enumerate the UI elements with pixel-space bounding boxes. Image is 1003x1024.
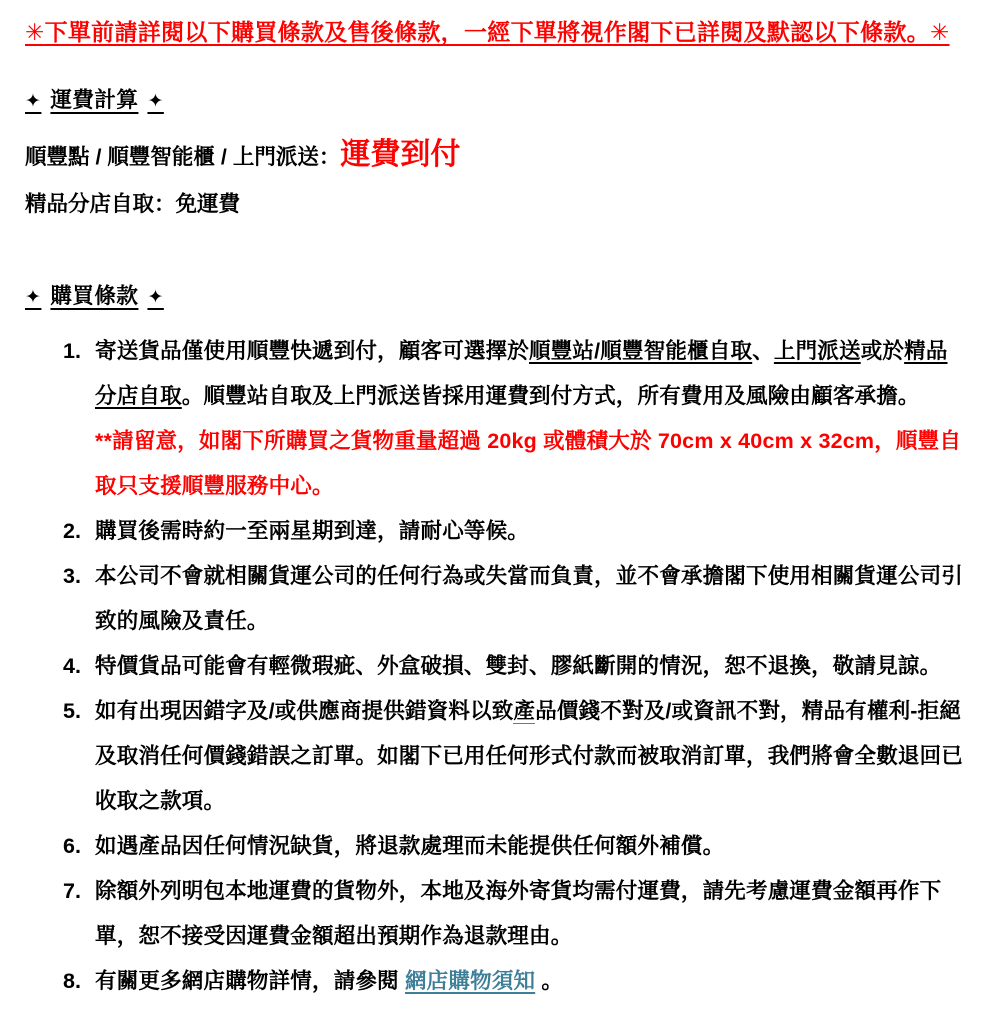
term-5-seg: 如有出現因錯字及/或供應商提供錯資料以致 [95, 699, 514, 723]
purchase-terms-list [25, 329, 963, 1004]
home-delivery-emphasis: 上門派送 [773, 339, 861, 363]
pre-order-notice [25, 18, 963, 46]
term-text: 本公司不會就相關貨運公司的任何行為或失當而負責，並不會承擔閣下使用相關貨運公司引致的風險及責任。 [95, 564, 964, 633]
purchase-terms-section-title [25, 283, 963, 311]
term-1-seg: 、 [752, 339, 774, 363]
four-pointed-star-icon: ✦ [25, 91, 42, 112]
term-item-2 [63, 509, 963, 554]
term-item-7 [63, 869, 963, 959]
term-item-3 [63, 554, 963, 644]
term-number: 6. [63, 834, 81, 858]
term-number: 1. [63, 339, 81, 363]
four-pointed-star-icon: ✦ [25, 287, 42, 308]
term-1-seg: 寄送貨品僅使用順豐快遞到付，顧客可選擇於 [95, 339, 530, 363]
term-number: 4. [63, 654, 81, 678]
freight-collect-value: 運費到付 [340, 138, 461, 171]
term-text: 如遇產品因任何情況缺貨，將退款處理而未能提供任何額外補償。 [95, 834, 725, 858]
four-pointed-star-icon: ✦ [147, 91, 164, 112]
term-5-seg: 品價錢不對及/或資訊不對，精品有權利-拒絕及取消任何價錢錯誤之訂單。如閣下已用任何形式付款而被取消訂單，我們將會全數退回已收取之款項。 [95, 699, 964, 813]
term-text [95, 329, 963, 509]
term-5-underlined-char: 產 [513, 699, 536, 723]
term-text: 除額外列明包本地運費的貨物外，本地及海外寄貨均需付運費，請先考慮運費金額再作下單，恕不接受因運費金額超出預期作為退款理由。 [95, 879, 942, 948]
term-number: 2. [63, 519, 81, 543]
term-1-paragraph [95, 329, 963, 419]
term-text [95, 689, 963, 824]
term-number: 7. [63, 879, 81, 903]
term-item-6 [63, 824, 963, 869]
online-store-guide-link[interactable]: 網店購物須知 [404, 969, 536, 993]
pre-order-notice-text: 下單前請詳閱以下購買條款及售後條款，一經下單將視作閣下已詳閱及默認以下條款。 [44, 19, 930, 45]
asterisk-icon: ✳ [929, 19, 950, 45]
overweight-warning-note: **請留意，如閣下所購買之貨物重量超過 20kg 或體積大於 70cm x 40cm x 32cm，順豐自取只支援順豐服務中心。 [95, 429, 962, 498]
term-text [95, 959, 963, 1004]
term-1-seg: 。順豐站自取及上門派送皆採用運費到付方式，所有費用及風險由顧客承擔。 [181, 384, 920, 408]
term-number: 8. [63, 969, 81, 993]
term-item-5 [63, 689, 963, 824]
sf-delivery-line [25, 138, 963, 174]
term-text: 特價貨品可能會有輕微瑕疵、外盒破損、雙封、膠紙斷開的情況，恕不退換，敬請見諒。 [95, 654, 942, 678]
asterisk-icon: ✳ [25, 19, 45, 45]
four-pointed-star-icon: ✦ [147, 287, 164, 308]
purchase-terms-section-label: 購買條款 [50, 284, 139, 308]
term-8-suffix: 。 [535, 969, 564, 993]
term-item-1 [63, 329, 963, 509]
term-item-8 [63, 959, 963, 1004]
store-pickup-emphasis: 精品分店自取 [95, 339, 948, 408]
term-8-prefix: 有關更多網店購物詳情，請參閱 [95, 969, 405, 993]
shipping-fee-section-label: 運費計算 [50, 88, 139, 112]
sf-station-pickup-emphasis: 順豐站/順豐智能櫃自取 [529, 339, 753, 363]
term-number: 5. [63, 699, 81, 723]
sf-delivery-options: 順豐點 / 順豐智能櫃 / 上門派送： [25, 145, 341, 169]
term-number: 3. [63, 564, 81, 588]
term-text: 購買後需時約一至兩星期到達，請耐心等候。 [95, 519, 530, 543]
term-item-4 [63, 644, 963, 689]
store-pickup-line: 精品分店自取：免運費 [25, 192, 241, 216]
shipping-fee-section-title [25, 87, 963, 115]
term-1-seg: 或於 [860, 339, 905, 363]
